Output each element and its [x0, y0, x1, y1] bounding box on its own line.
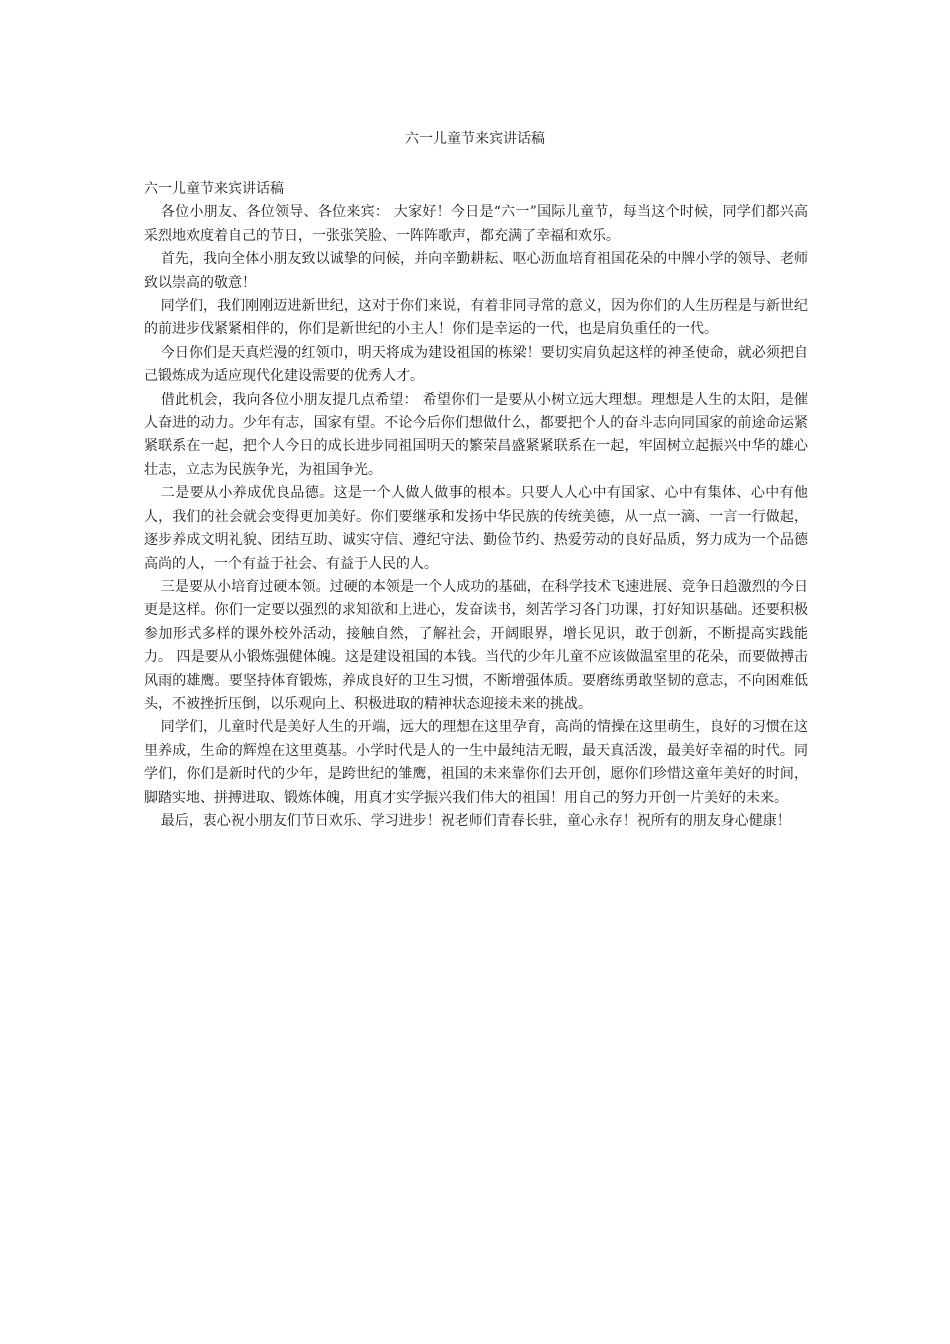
- paragraph-hope-skills-fitness: 三是要从小培育过硬本领。过硬的本领是一个人成功的基础，在科学技术飞速进展、竞争日趋激烈的今日更是这样。你们一定要以强烈的求知欲和上进心，发奋读书，刻苦学习各门功课，打好知识基础。还要积极参加形式多样的课外校外活动，接触自然，了解社会，开阔眼界，增长见识，敢于创新，不断提高实践能力。 四是要从小锻炼强健体魄。这是建设祖国的本钱。当代的少年儿童不应该做温室里的花朵，而要做搏击风雨的雄鹰。要坚持体育锻炼，养成良好的卫生习惯，不断增强体质。要磨练勇敢坚韧的意志，不向困难低头，不被挫折压倒，以乐观向上、积极进取的精神状态迎接未来的挑战。: [144, 578, 808, 712]
- paragraph-new-century: 同学们，我们刚刚迈进新世纪，这对于你们来说，有着非同寻常的意义，因为你们的人生历程是与新世纪的前进步伐紧紧相伴的，你们是新世纪的小主人！你们是幸运的一代，也是肩负重任的一代。: [144, 298, 808, 338]
- paragraph-respects: 首先，我向全体小朋友致以诚挚的问候，并向辛勤耕耘、呕心沥血培育祖国花朵的中牌小学的领导、老师致以崇高的敬意！: [144, 251, 808, 291]
- document-body: [144, 178, 808, 833]
- paragraph-hope-ideals: 借此机会，我向各位小朋友提几点希望： 希望你们一是要从小树立远大理想。理想是人生的太阳，是催人奋进的动力。少年有志，国家有望。不论今后你们想做什么，都要把个人的奋斗志向同国家的前途命运紧紧联系在一起，把个人今日的成长进步同祖国明天的繁荣昌盛紧紧联系在一起，牢固树立起振兴中华的雄心壮志，立志为民族争光，为祖国争光。: [144, 391, 808, 478]
- paragraph-red-scarf: 今日你们是天真烂漫的红领巾，明天将成为建设祖国的栋梁！要切实肩负起这样的神圣使命，就必须把自己锻炼成为适应现代化建设需要的优秀人才。: [144, 344, 808, 385]
- paragraph-greeting: 各位小朋友、各位领导、各位来宾： 大家好！今日是“六一”国际儿童节，每当这个时候，同学们都兴高采烈地欢度着自己的节日，一张张笑脸、一阵阵歌声，都充满了幸福和欢乐。: [144, 204, 808, 244]
- paragraph-closing: 最后，衷心祝小朋友们节日欢乐、学习进步！祝老师们青春长驻，童心永存！祝所有的朋友身心健康！: [160, 812, 791, 829]
- paragraph-childhood: 同学们，儿童时代是美好人生的开端，远大的理想在这里孕育，高尚的情操在这里萌生，良好的习惯在这里养成，生命的辉煌在这里奠基。小学时代是人的一生中最纯洁无暇，最天真活泼，最美好幸福的时代。同学们，你们是新时代的少年，是跨世纪的雏鹰，祖国的未来靠你们去开创，愿你们珍惜这童年美好的时间，脚踏实地、拼搏进取、锻炼体魄，用真才实学振兴我们伟大的祖国！用自己的努力开创一片美好的未来。: [144, 719, 808, 806]
- document-subtitle: 六一儿童节来宾讲话稿: [144, 181, 284, 197]
- paragraph-hope-morals: 二是要从小养成优良品德。这是一个人做人做事的根本。只要人人心中有国家、心中有集体、心中有他人，我们的社会就会变得更加美好。你们要继承和发扬中华民族的传统美德，从一点一滴、一言一行做起，逐步养成文明礼貌、团结互助、诚实守信、遵纪守法、勤俭节约、热爱劳动的良好品质，努力成为一个品德高尚的人，一个有益于社会、有益于人民的人。: [144, 485, 808, 572]
- document-title: 六一儿童节来宾讲话稿: [405, 131, 545, 147]
